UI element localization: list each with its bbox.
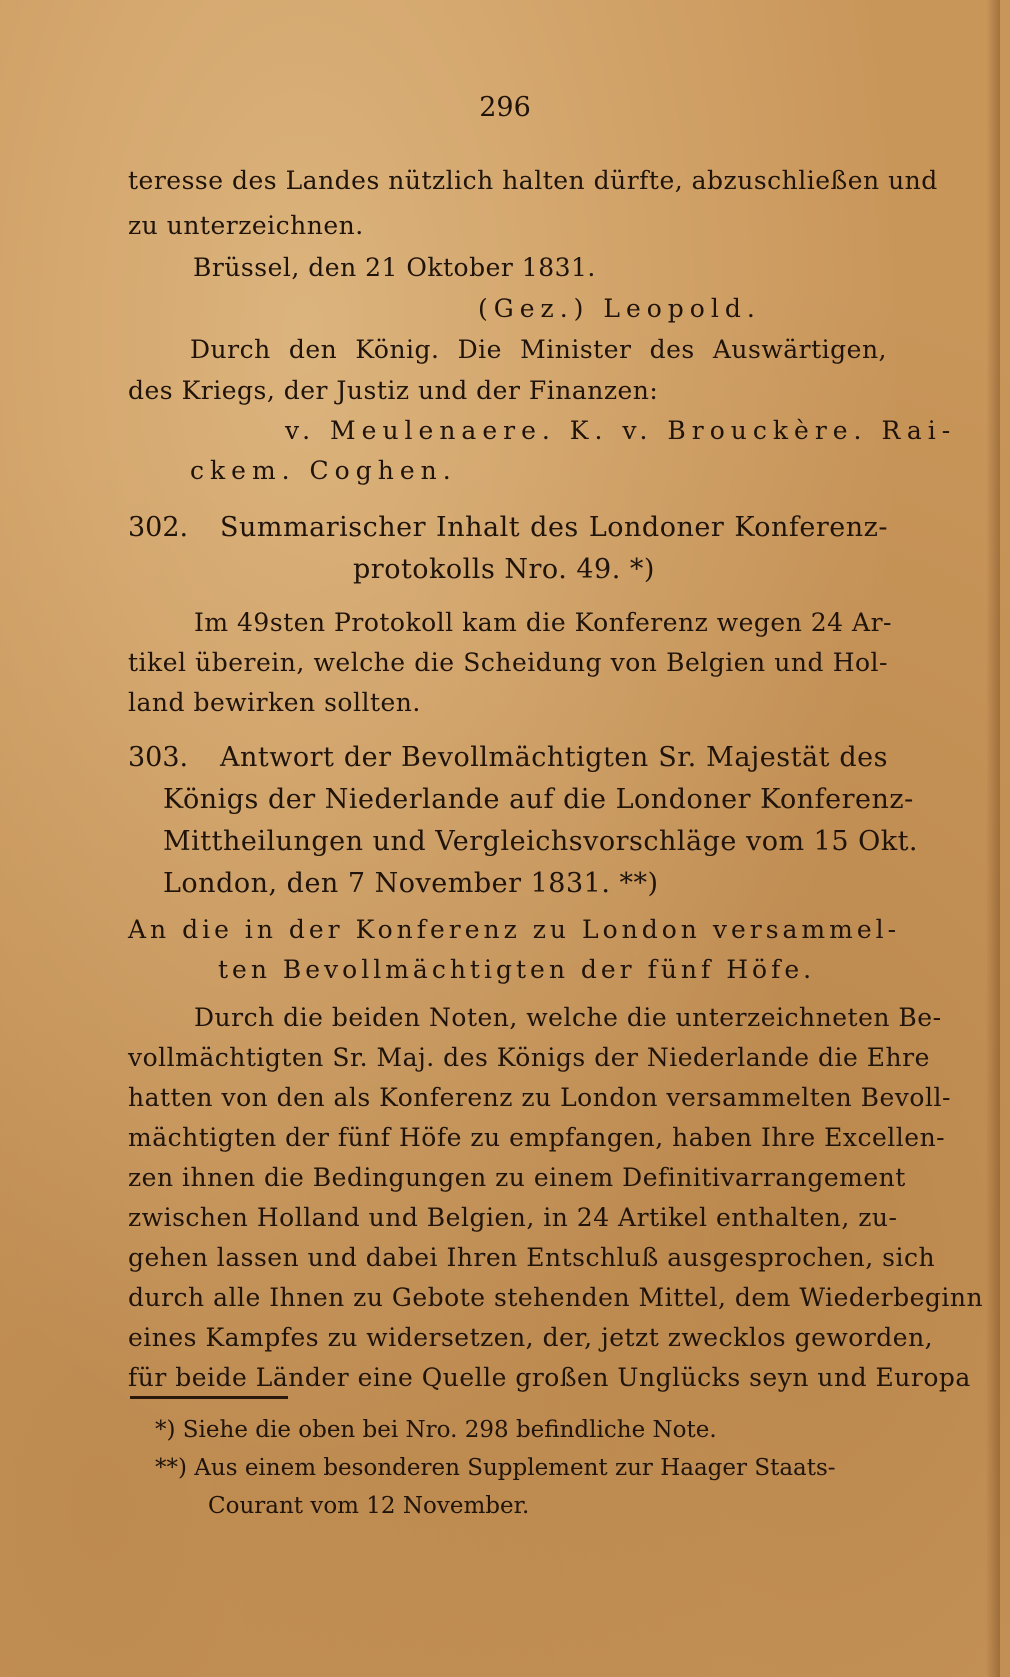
text-line: zu unterzeichnen.	[128, 211, 364, 240]
signature-line: v. Meulenaere. K. v. Brouckère. Rai-	[285, 416, 957, 445]
footnote: **) Aus einem besonderen Supplement zur Haager Staats-	[155, 1455, 836, 1481]
signature-line: ckem. Coghen.	[190, 456, 457, 485]
paragraph-line: zen ihnen die Bedingungen zu einem Definitivarrangement	[128, 1163, 906, 1192]
footnote: Courant vom 12 November.	[208, 1493, 530, 1519]
paragraph-line: mächtigten der fünf Höfe zu empfangen, haben Ihre Excellen-	[128, 1123, 946, 1152]
section-title-303: Antwort der Bevollmächtigten Sr. Majestät des	[220, 742, 888, 773]
paragraph-line: gehen lassen und dabei Ihren Entschluß ausgesprochen, sich	[128, 1243, 936, 1272]
text-line: Durch den König. Die Minister des Auswärtigen,	[190, 335, 887, 364]
paragraph-line: Durch die beiden Noten, welche die unterzeichneten Be-	[194, 1003, 942, 1032]
section-number-302: 302.	[128, 512, 189, 543]
page-edge-shadow	[986, 0, 1000, 1677]
paragraph-line: vollmächtigten Sr. Maj. des Königs der Niederlande die Ehre	[128, 1043, 930, 1072]
paragraph-line: Im 49sten Protokoll kam die Konferenz wegen 24 Ar-	[194, 608, 892, 637]
section-number-303: 303.	[128, 742, 189, 773]
footnote-rule	[130, 1396, 288, 1399]
address-line: ten Bevollmächtigten der fünf Höfe.	[218, 955, 816, 984]
paragraph-line: eines Kampfes zu widersetzen, der, jetzt zwecklos geworden,	[128, 1323, 934, 1352]
paragraph-line: tikel überein, welche die Scheidung von Belgien und Hol-	[128, 648, 888, 677]
paragraph-line: land bewirken sollten.	[128, 688, 421, 717]
section-title-302: Summarischer Inhalt des Londoner Konferenz-	[220, 512, 888, 543]
footnote: *) Siehe die oben bei Nro. 298 befindliche Note.	[155, 1417, 717, 1443]
page-number: 296	[479, 92, 531, 123]
section-title-303: London, den 7 November 1831. **)	[163, 868, 659, 899]
section-title-303: Königs der Niederlande auf die Londoner Konferenz-	[163, 784, 914, 815]
text-line: Brüssel, den 21 Oktober 1831.	[193, 253, 596, 282]
section-title-302: protokolls Nro. 49. *)	[353, 554, 655, 585]
address-line: An die in der Konferenz zu London versammel-	[128, 915, 901, 944]
paragraph-line: für beide Länder eine Quelle großen Unglücks seyn und Europa	[128, 1363, 971, 1392]
text-line: des Kriegs, der Justiz und der Finanzen:	[128, 376, 659, 405]
section-title-303: Mittheilungen und Vergleichsvorschläge vom 15 Okt.	[163, 826, 919, 857]
paragraph-line: hatten von den als Konferenz zu London versammelten Bevoll-	[128, 1083, 951, 1112]
signature-line: (Gez.) Leopold.	[478, 294, 761, 323]
text-line: teresse des Landes nützlich halten dürfte, abzuschließen und	[128, 166, 938, 195]
paragraph-line: zwischen Holland und Belgien, in 24 Artikel enthalten, zu-	[128, 1203, 898, 1232]
paragraph-line: durch alle Ihnen zu Gebote stehenden Mittel, dem Wiederbeginn	[128, 1283, 984, 1312]
